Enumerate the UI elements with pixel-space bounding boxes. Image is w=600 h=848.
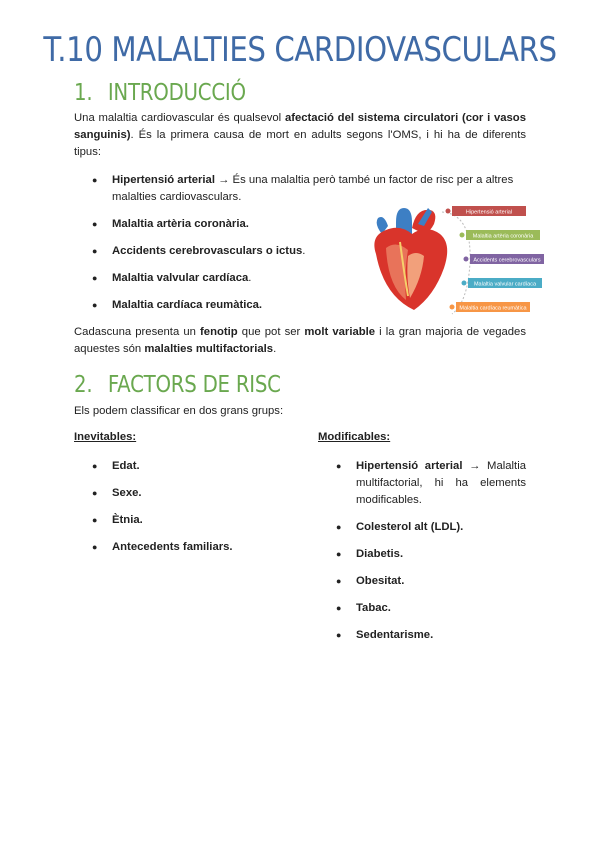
connector-arc: [442, 212, 470, 314]
text-run: que pot ser: [237, 326, 305, 338]
section-title: INTRODUCCIÓ: [107, 80, 246, 106]
inevitables-label: Inevitables:: [74, 431, 137, 443]
factors-intro: Els podem classificar en dos grans grups:: [74, 405, 284, 417]
list-item: [92, 297, 372, 314]
bold-run: Accidents cerebrovasculars o ictus: [112, 245, 303, 257]
modificables-label: Modificables:: [318, 431, 391, 443]
figure-label: Malaltia valvular cardíaca: [473, 281, 537, 288]
modificables-list: [336, 458, 526, 644]
figure-label: Hipertensió arterial: [465, 209, 513, 216]
closing-paragraph: [74, 324, 526, 358]
bold-run: Tabac.: [356, 602, 391, 614]
bold-run: Sexe.: [112, 487, 142, 499]
figure-label: Accidents cerebrovasculars: [473, 257, 541, 264]
list-item: [92, 243, 372, 260]
section-number: 2.: [74, 372, 93, 398]
figure-label: Malaltia cardíaca reumàtica: [459, 305, 527, 312]
bold-run: molt variable: [304, 326, 376, 338]
bold-run: Ètnia.: [112, 514, 143, 526]
text-run: .: [248, 272, 252, 284]
list-item: [336, 627, 526, 644]
bold-run: Edat.: [112, 460, 140, 472]
list-item: [336, 546, 526, 563]
bold-run: Diabetis.: [356, 548, 404, 560]
list-item: [92, 216, 372, 233]
bold-run: Malaltia valvular cardíaca: [112, 272, 249, 284]
label-dot: [460, 233, 465, 238]
list-item: [92, 512, 292, 529]
bold-run: Hipertensió arterial: [112, 174, 215, 186]
figure-labels: [442, 206, 544, 314]
figure-label: Malaltia artèria coronària: [472, 233, 534, 240]
bold-run: Malaltia cardíaca reumàtica.: [112, 299, 263, 311]
label-dot: [462, 281, 467, 286]
list-item: [336, 573, 526, 590]
list-item: [336, 458, 526, 509]
text-run: → Malaltia multifactorial, hi ha elements modificables.: [356, 460, 526, 506]
bold-run: Sedentarisme.: [356, 629, 434, 641]
text-run: .: [302, 245, 306, 257]
section-heading-introduccio: [74, 80, 246, 106]
list-item: [92, 458, 292, 475]
bold-run: Colesterol alt (LDL).: [356, 521, 464, 533]
list-item: [92, 539, 292, 556]
bold-run: afectació del sistema circulatori (cor i vasos sanguinis): [74, 112, 526, 141]
list-item: [92, 485, 292, 502]
bold-run: Hipertensió arterial: [356, 460, 463, 472]
label-dot: [450, 305, 455, 310]
intro-paragraph: [74, 110, 526, 161]
text-run: . És la primera causa de mort en adults segons l'OMS, i hi ha de diferents tipus:: [74, 129, 526, 158]
page-title: T.10 MALALTIES CARDIOVASCULARS: [43, 30, 557, 70]
text-run: Una malaltia cardiovascular és qualsevol: [74, 112, 285, 124]
label-dot: [464, 257, 469, 262]
inevitables-list: [92, 458, 292, 556]
list-item: [336, 519, 526, 536]
text-run: i la gran majoria de vegades aquestes són: [74, 326, 526, 355]
section-number: 1.: [74, 80, 93, 106]
heart-diagram: [360, 198, 560, 318]
text-run: Cadascuna presenta un: [74, 326, 201, 338]
bold-run: Malaltia artèria coronària.: [112, 218, 249, 230]
list-item: [336, 600, 526, 617]
bold-run: Obesitat.: [356, 575, 405, 587]
list-item: [92, 270, 372, 287]
bold-run: fenotip: [200, 326, 238, 338]
text-run: → És una malaltia però també un factor de risc per a altres malalties cardiovasculars.: [112, 174, 514, 203]
section-heading-factors: [74, 372, 281, 398]
section-title: FACTORS DE RISC: [107, 372, 281, 398]
bold-run: Antecedents familiars.: [112, 541, 233, 553]
bold-run: malalties multifactorials: [144, 343, 274, 355]
text-run: .: [273, 343, 277, 355]
label-dot: [446, 209, 451, 214]
